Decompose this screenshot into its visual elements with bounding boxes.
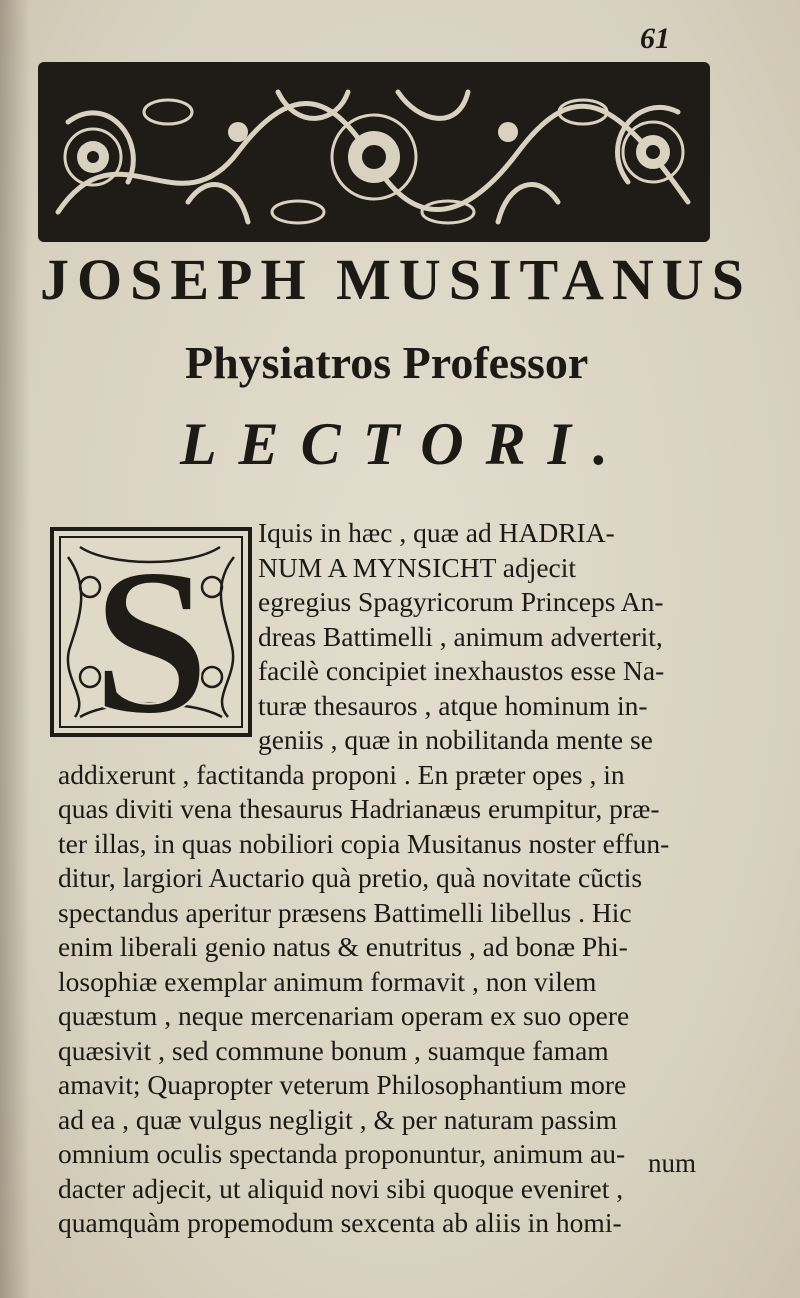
page-gutter-shadow <box>0 0 30 1298</box>
catchword: num <box>648 1148 697 1178</box>
text-line: addixerunt , factitanda proponi . En præter opes , in <box>58 758 625 790</box>
text-line: Iquis in hæc , quæ ad HADRIA- <box>258 517 615 548</box>
body-paragraph <box>58 516 748 1241</box>
text-line: geniis , quæ in nobilitanda mente se <box>258 724 653 755</box>
text-line: losophiæ exemplar animum formavit , non vilem <box>58 965 597 997</box>
text-line: ter illas, in quas nobiliori copia Musitanus noster effun- <box>58 827 670 859</box>
floral-headpiece-ornament <box>38 62 710 242</box>
text-line: facilè concipiet inexhaustos esse Na- <box>258 655 665 686</box>
text-line: omnium oculis spectanda proponuntur, animum au- <box>58 1138 626 1169</box>
text-line: quæsivit , sed commune bonum , suamque famam <box>58 1034 609 1066</box>
text-line: quas diviti vena thesaurus Hadrianæus erumpitur, præ- <box>58 793 660 824</box>
drop-cap-letter: S <box>92 527 210 737</box>
text-line: egregius Spagyricorum Princeps An- <box>258 586 664 617</box>
text-line: dacter adjecit, ut aliquid novi sibi quoque eveniret , <box>58 1172 624 1204</box>
text-line: dreas Battimelli , animum adverterit, <box>258 620 663 652</box>
text-line: turæ thesauros , atque hominum in- <box>258 689 648 721</box>
text-line: quamquàm propemodum sexcenta ab aliis in homi- <box>58 1207 622 1238</box>
page-number: 61 <box>640 22 670 55</box>
text-line: NUM A MYNSICHT adjecit <box>258 551 577 583</box>
salutation-heading: LECTORI. <box>180 411 630 477</box>
author-title: Physiatros Professor <box>185 337 589 388</box>
text-line: ditur, largiori Auctario quà pretio, quà novitate cũctis <box>58 862 643 893</box>
text-line: spectandus aperitur præsens Battimelli libellus . Hic <box>58 896 632 928</box>
text-line: enim liberali genio natus & enutritus , ad bonæ Phi- <box>58 931 628 962</box>
author-heading: JOSEPH MUSITANUS <box>40 247 752 312</box>
text-line: quæstum , neque mercenariam operam ex suo opere <box>58 1000 630 1031</box>
text-line: ad ea , quæ vulgus negligit , & per naturam passim <box>58 1103 618 1135</box>
text-line: amavit; Quapropter veterum Philosophantium more <box>58 1069 627 1100</box>
